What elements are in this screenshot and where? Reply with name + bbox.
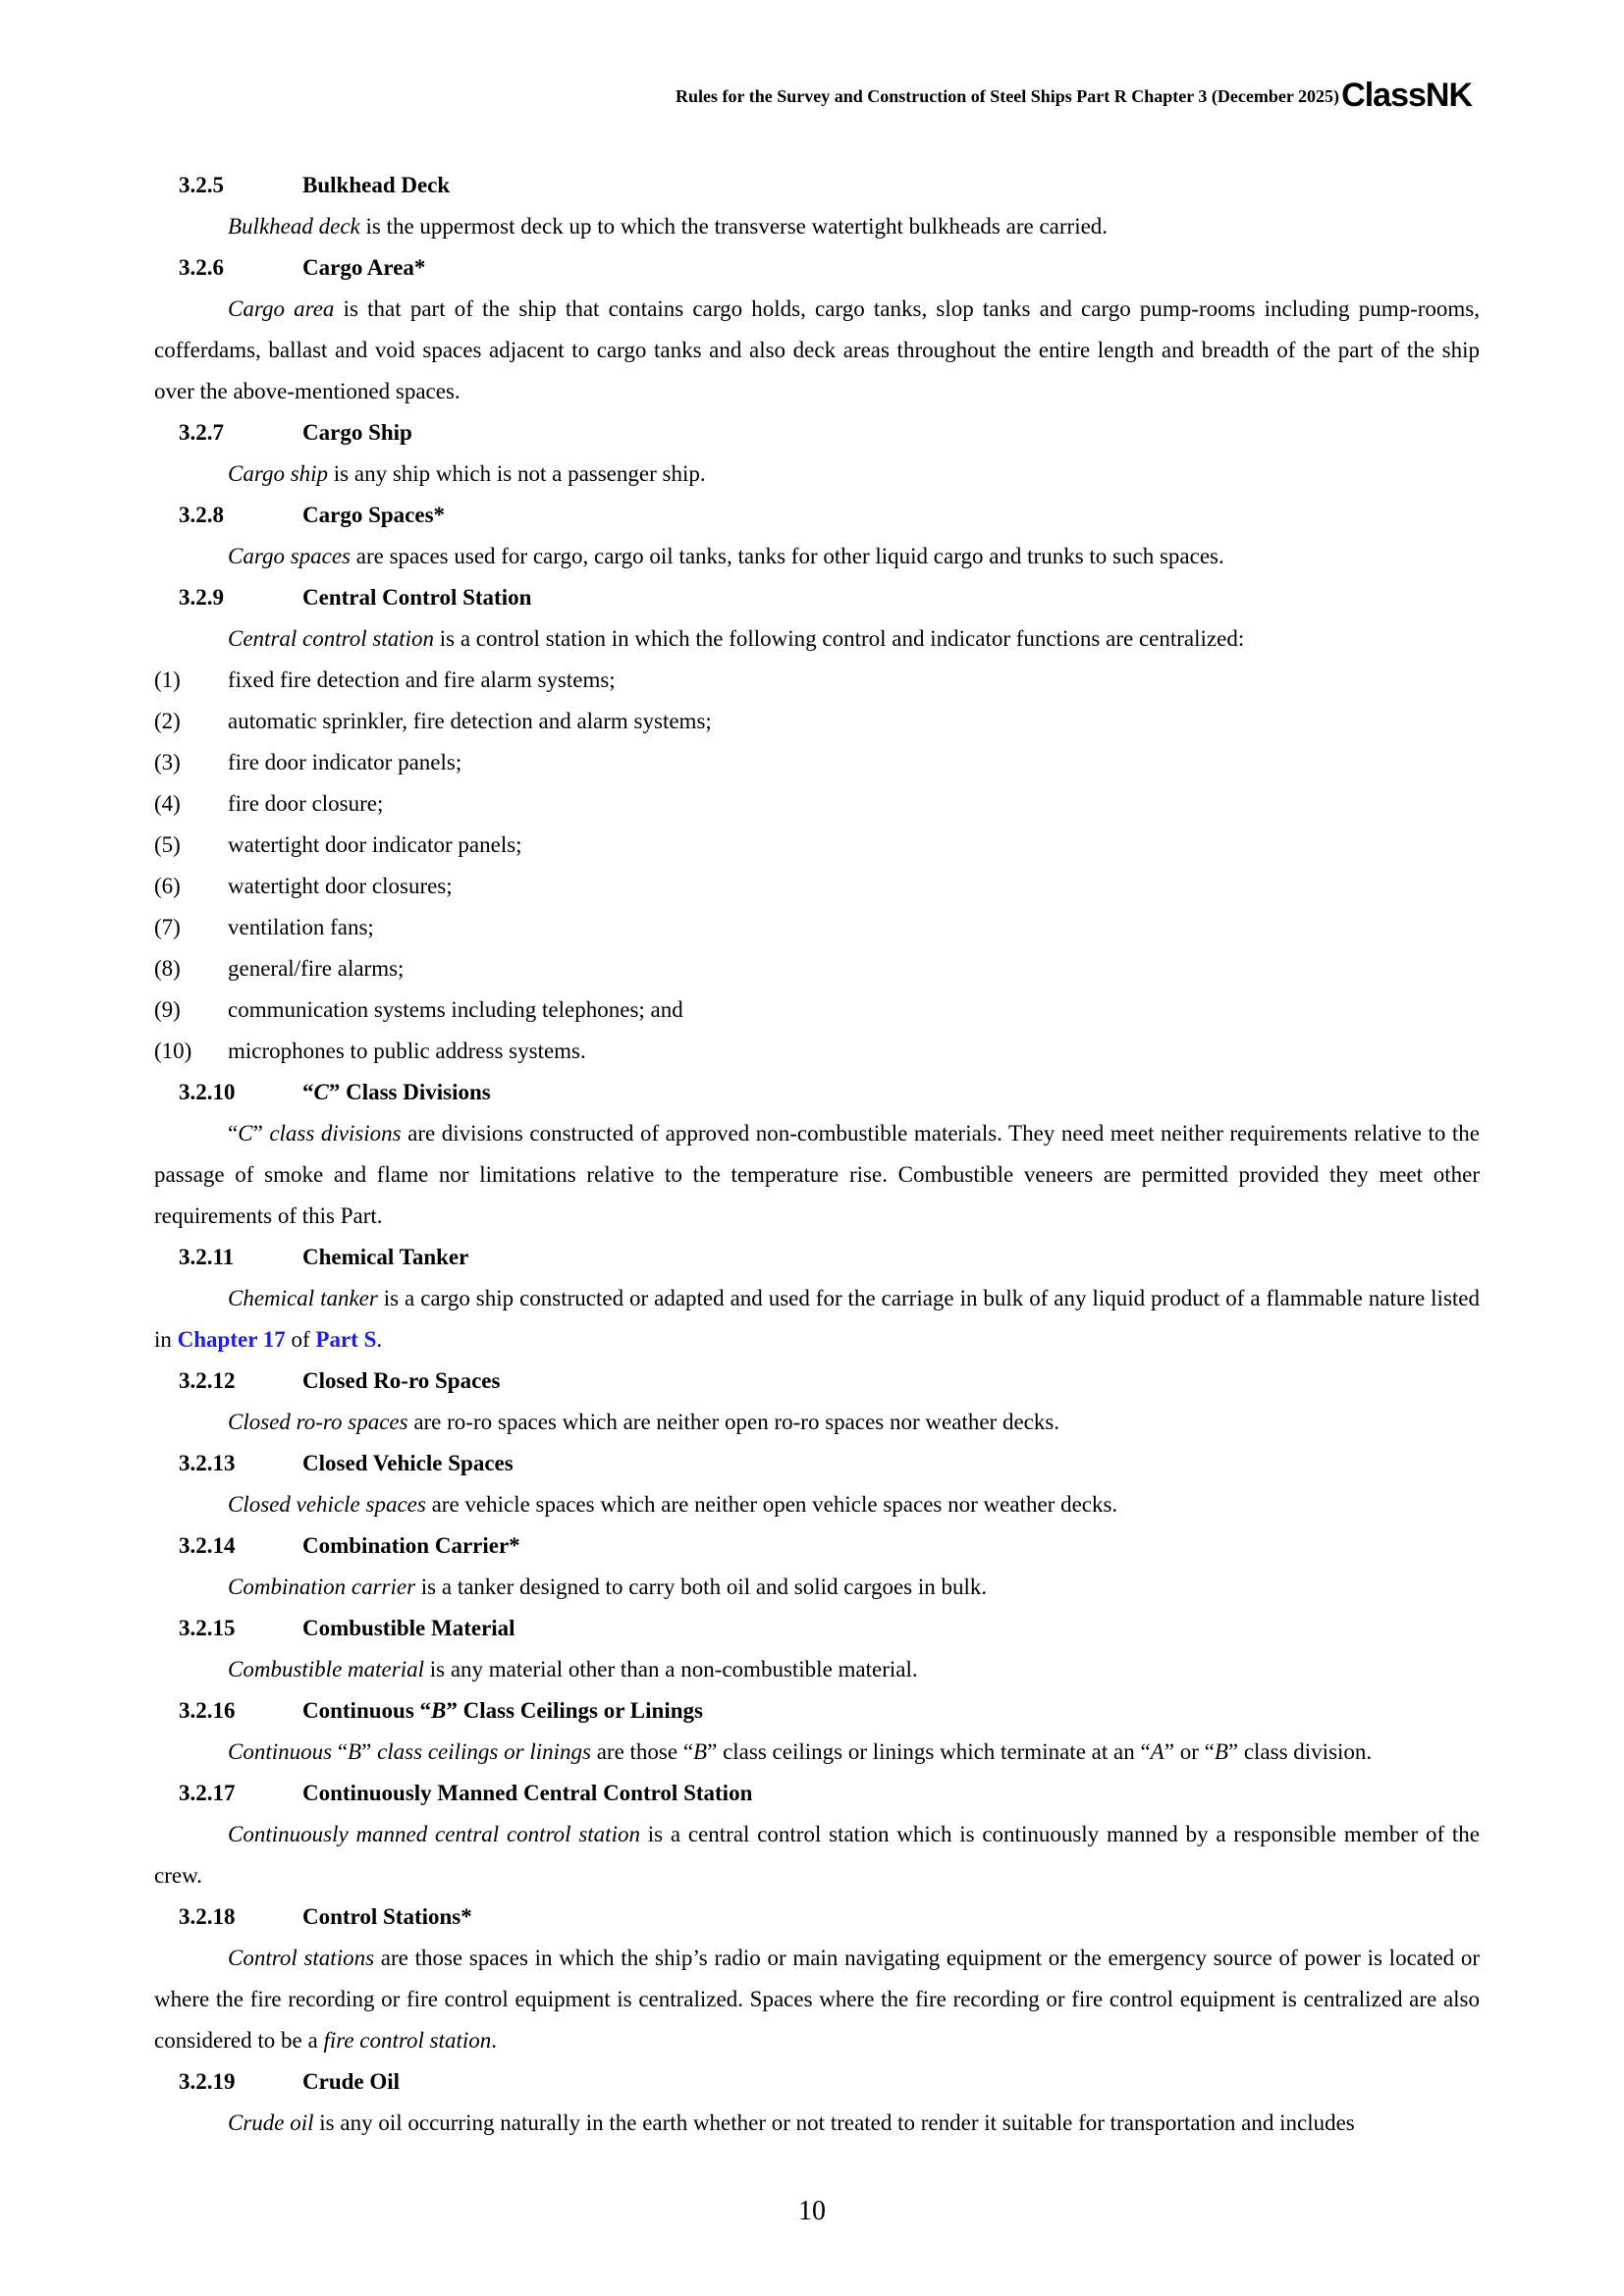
- definition-paragraph: [154, 1567, 1480, 1608]
- list-item-number: (7): [154, 915, 181, 939]
- page-header: [0, 77, 1624, 116]
- definition-text: is that part of the ship that contains cargo holds, cargo tanks, slop tanks and cargo pump-rooms including pump-rooms, cofferdams, ballast and void spaces adjacent to cargo tanks and also deck areas throughout the entire length and breadth of the part of the ship over the above-mentioned spaces.: [154, 296, 1480, 403]
- section-number: 3.2.9: [179, 585, 224, 610]
- list-item-text: automatic sprinkler, fire detection and alarm systems;: [228, 709, 712, 733]
- definition-paragraph: Chemical tanker is a cargo ship constructed or adapted and used for the carriage in bulk of any liquid product of a flammable nature listed in Chapter 17 of Part S.: [154, 1286, 1480, 1352]
- section-title: Closed Ro-ro Spaces: [302, 1368, 501, 1393]
- section-heading: [154, 412, 1480, 454]
- section-number: 3.2.16: [179, 1698, 236, 1723]
- section-title: Cargo Area*: [302, 255, 426, 280]
- defined-term: fire control station: [323, 2028, 492, 2053]
- section-number: 3.2.8: [179, 503, 224, 527]
- section-number: 3.2.17: [179, 1781, 236, 1805]
- section-number: 3.2.5: [179, 173, 224, 197]
- defined-term: class divisions: [269, 1121, 402, 1146]
- document-body: [154, 165, 1480, 2144]
- list-item: [154, 660, 1480, 701]
- defined-term: Cargo spaces: [228, 544, 352, 568]
- definition-text: is a cargo ship constructed or adapted and used for the carriage in bulk of any liquid product of a flammable nature listed in: [154, 1286, 1480, 1352]
- list-item-number: (4): [154, 791, 181, 816]
- list-item-number: (6): [154, 874, 181, 898]
- chapter-17-link[interactable]: Chapter 17: [177, 1327, 286, 1352]
- section-number: 3.2.19: [179, 2069, 236, 2094]
- section-title: Bulkhead Deck: [302, 173, 451, 197]
- section-number: 3.2.14: [179, 1533, 236, 1558]
- defined-term: class ceilings or linings: [377, 1739, 591, 1764]
- section-title: Combination Carrier*: [302, 1533, 520, 1558]
- list-item: [154, 825, 1480, 866]
- section-number: 3.2.10: [179, 1080, 236, 1104]
- list-item: [154, 866, 1480, 907]
- definition-paragraph: [154, 289, 1480, 412]
- section-heading: [154, 1237, 1480, 1278]
- list-item-text: general/fire alarms;: [228, 956, 405, 981]
- list-item: [154, 907, 1480, 948]
- defined-term: Chemical tanker: [228, 1286, 378, 1310]
- classnk-logo: ClassNK: [1341, 77, 1472, 114]
- definition-paragraph: Continuous “B” class ceilings or linings are those “B” class ceilings or linings which terminate at an “A” or “B” class division.: [228, 1739, 1373, 1764]
- list-item: [154, 742, 1480, 783]
- list-item-number: (3): [154, 750, 181, 774]
- section-heading: [154, 1072, 1480, 1113]
- section-heading: [154, 1690, 1480, 1732]
- list-item-number: (1): [154, 667, 181, 692]
- definition-paragraph: [154, 536, 1480, 577]
- section-title: Closed Vehicle Spaces: [302, 1451, 514, 1475]
- defined-term: Continuously manned central control station: [228, 1822, 640, 1846]
- definition-paragraph: [154, 1814, 1480, 1896]
- defined-term: Central control station: [228, 626, 434, 651]
- list-item-text: watertight door indicator panels;: [228, 832, 522, 857]
- section-heading: [154, 247, 1480, 289]
- part-s-link[interactable]: Part S: [315, 1327, 377, 1352]
- definition-text: is any oil occurring naturally in the earth whether or not treated to render it suitable for transportation and includes: [313, 2110, 1355, 2135]
- list-item: [154, 783, 1480, 825]
- section-number: 3.2.6: [179, 255, 224, 280]
- section-title: Crude Oil: [302, 2069, 401, 2094]
- list-item-text: microphones to public address systems.: [228, 1039, 586, 1063]
- definition-text: is a control station in which the following control and indicator functions are centralized:: [434, 626, 1245, 651]
- defined-term: Bulkhead deck: [228, 214, 360, 239]
- list-item-text: ventilation fans;: [228, 915, 374, 939]
- definition-paragraph: [154, 1649, 1480, 1690]
- defined-term: Closed vehicle spaces: [228, 1492, 426, 1517]
- definition-paragraph: [154, 618, 1480, 660]
- defined-term: Cargo ship: [228, 461, 329, 486]
- defined-term: Continuous: [228, 1739, 333, 1764]
- defined-term: Control stations: [228, 1946, 375, 1970]
- list-item-text: fire door indicator panels;: [228, 750, 462, 774]
- definition-paragraph: “C” class divisions are divisions constructed of approved non-combustible materials. They need meet neither requirements relative to the passage of smoke and flame nor limitations relative to the temperature rise. Combustible veneers are permitted provided they meet other requirements of this Part.: [154, 1121, 1481, 1228]
- section-number: 3.2.18: [179, 1904, 236, 1929]
- section-heading: [154, 1443, 1480, 1484]
- list-item-number: (5): [154, 832, 181, 857]
- section-heading: [154, 1773, 1480, 1814]
- definition-text: are spaces used for cargo, cargo oil tanks, tanks for other liquid cargo and trunks to such spaces.: [351, 544, 1224, 568]
- defined-term: Cargo area: [228, 296, 335, 321]
- section-number: 3.2.13: [179, 1451, 236, 1475]
- definition-paragraph: [154, 1402, 1480, 1443]
- section-title: Continuous “B” Class Ceilings or Linings: [302, 1698, 703, 1723]
- section-title: Central Control Station: [302, 585, 532, 610]
- definition-text: are those spaces in which the ship’s radio or main navigating equipment or the emergency source of power is located or where the fire recording or fire control equipment is centralized. Spaces where the fire recording or fire control equipment is centralized are also considered to be a: [154, 1946, 1480, 2053]
- definition-text: is any material other than a non-combustible material.: [423, 1657, 918, 1682]
- definition-text: is the uppermost deck up to which the transverse watertight bulkheads are carried.: [359, 214, 1109, 239]
- list-item-text: communication systems including telephones; and: [228, 997, 683, 1022]
- definition-paragraph: [154, 206, 1480, 247]
- section-heading: [154, 1896, 1480, 1938]
- section-number: 3.2.15: [179, 1616, 236, 1640]
- defined-term: Combustible material: [228, 1657, 424, 1682]
- section-number: 3.2.11: [179, 1245, 235, 1269]
- definition-text: is a tanker designed to carry both oil and solid cargoes in bulk.: [415, 1575, 988, 1599]
- section-number: 3.2.7: [179, 420, 224, 445]
- section-title: Combustible Material: [302, 1616, 515, 1640]
- definition-paragraph: [154, 1484, 1480, 1525]
- page-number: 10: [798, 2196, 826, 2226]
- definition-paragraph: [154, 454, 1480, 495]
- list-item: [154, 1031, 1480, 1072]
- list-item-text: fire door closure;: [228, 791, 384, 816]
- definition-text: are vehicle spaces which are neither open vehicle spaces nor weather decks.: [425, 1492, 1118, 1517]
- list-item-number: (10): [154, 1039, 192, 1063]
- list-item-number: (8): [154, 956, 181, 981]
- definition-text: are divisions constructed of approved non-combustible materials. They need meet neither requirements relative to the passage of smoke and flame nor limitations relative to the temperature rise. Combustible veneers are permitted provided they meet other requirements of this Part.: [154, 1121, 1481, 1228]
- section-number: 3.2.12: [179, 1368, 236, 1393]
- list-item: [154, 948, 1480, 989]
- defined-term: Crude oil: [228, 2110, 314, 2135]
- section-heading: [154, 1608, 1480, 1649]
- defined-term: C: [238, 1121, 253, 1146]
- section-title: Cargo Ship: [302, 420, 412, 445]
- definition-text: is any ship which is not a passenger ship.: [328, 461, 706, 486]
- section-heading: [154, 577, 1480, 618]
- list-item-number: (2): [154, 709, 181, 733]
- list-item: [154, 989, 1480, 1031]
- section-heading: [154, 495, 1480, 536]
- list-item-number: (9): [154, 997, 181, 1022]
- section-heading: [154, 1361, 1480, 1402]
- list-item-text: watertight door closures;: [228, 874, 453, 898]
- definition-paragraph: [154, 2103, 1480, 2144]
- section-title: Continuously Manned Central Control Station: [302, 1781, 753, 1805]
- section-title: Control Stations*: [302, 1904, 472, 1929]
- section-heading: [154, 2061, 1480, 2103]
- definition-text: are ro-ro spaces which are neither open ro-ro spaces nor weather decks.: [407, 1410, 1060, 1434]
- section-heading: [154, 165, 1480, 206]
- section-heading: [154, 1525, 1480, 1567]
- section-title: Chemical Tanker: [302, 1245, 469, 1269]
- section-title: Cargo Spaces*: [302, 503, 446, 527]
- defined-term: Combination carrier: [228, 1575, 416, 1599]
- definition-paragraph: Control stations are those spaces in which the ship’s radio or main navigating equipment or the emergency source of power is located or where the fire recording or fire control equipment is centralized. Spaces where the fire recording or fire control equipment is centralized are also considered to be a fire control station.: [154, 1946, 1480, 2053]
- list-item-text: fixed fire detection and fire alarm systems;: [228, 667, 616, 692]
- definition-text: is a central control station which is continuously manned by a responsible member of the crew.: [154, 1822, 1481, 1888]
- section-title: “C” Class Divisions: [302, 1080, 491, 1104]
- defined-term: Closed ro-ro spaces: [228, 1410, 408, 1434]
- list-item: [154, 701, 1480, 742]
- header-title: Rules for the Survey and Construction of Steel Ships Part R Chapter 3 (December 2025): [676, 86, 1339, 106]
